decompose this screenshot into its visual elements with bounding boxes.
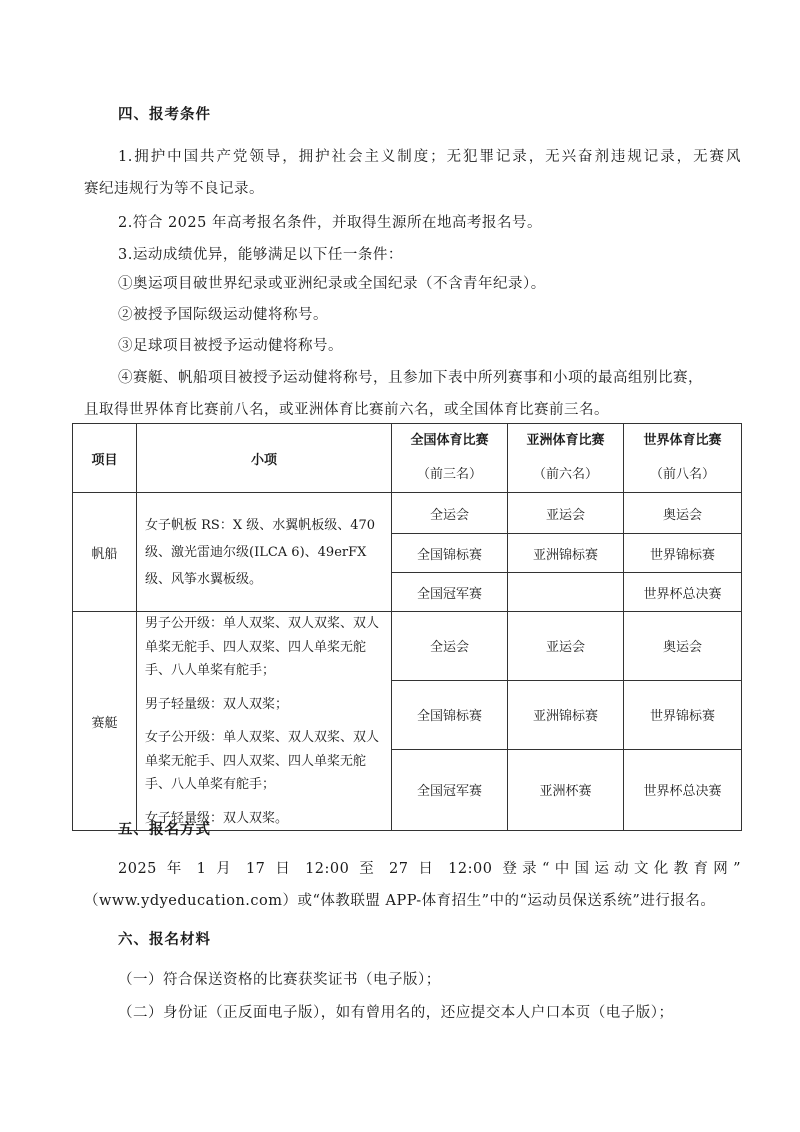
table-cell: 世界杯总决赛	[624, 749, 742, 830]
rowing-event-men-open: 男子公开级：单人双桨、双人双桨、双人单桨无舵手、四人双桨、四人单桨无舵手、八人单桨有舵手；	[145, 616, 380, 678]
table-cell: 全运会	[392, 493, 508, 534]
header-world: 世界体育比赛 （前八名）	[624, 424, 742, 493]
requirement-1-line1: 1.拥护中国共产党领导，拥护社会主义制度；无犯罪记录，无兴奋剂违规记录，无赛风	[118, 149, 741, 165]
rowing-event-women-light: 女子轻量级：双人双桨。	[145, 810, 289, 826]
table-row	[73, 612, 742, 681]
material-item-2: （二）身份证（正反面电子版），如有曾用名的，还应提交本人户口本页（电子版）；	[118, 1005, 674, 1021]
header-asia: 亚洲体育比赛 （前六名）	[508, 424, 624, 493]
table-cell: 奥运会	[624, 612, 742, 681]
table-cell: 亚运会	[508, 612, 624, 681]
rowing-event-men-light: 男子轻量级：双人双桨；	[145, 696, 289, 712]
sailing-events-cell: 女子帆板 RS：X 级、水翼帆板级、470 级、激光雷迪尔级(ILCA 6)、49erFX 级、风筝水翼板级。	[137, 493, 392, 612]
competition-table	[72, 423, 742, 831]
rowing-project-cell: 赛艇	[73, 612, 137, 831]
table-cell: 全运会	[392, 612, 508, 681]
section-heading-requirements: 四、报考条件	[118, 107, 211, 123]
table-cell: 世界杯总决赛	[624, 573, 742, 612]
table-cell: 全国冠军赛	[392, 573, 508, 612]
table-cell: 亚运会	[508, 493, 624, 534]
table-cell: 亚洲锦标赛	[508, 534, 624, 573]
requirement-3: 3.运动成绩优异，能够满足以下任一条件：	[118, 247, 403, 263]
registration-line1: 2025 年 1 月 17 日 12:00 至 27 日 12:00 登录“中国运动文化教育网”	[118, 861, 741, 877]
table-cell: 亚洲锦标赛	[508, 680, 624, 749]
condition-2: ②被授予国际级运动健将称号。	[118, 307, 328, 323]
table-cell	[508, 573, 624, 612]
table-row	[73, 493, 742, 534]
rowing-events-cell	[137, 612, 392, 831]
table-cell: 奥运会	[624, 493, 742, 534]
table-cell: 全国锦标赛	[392, 534, 508, 573]
condition-3: ③足球项目被授予运动健将称号。	[118, 338, 343, 354]
section-heading-materials: 六、报名材料	[118, 932, 211, 948]
table-cell: 全国冠军赛	[392, 749, 508, 830]
registration-line2: （www.ydyeducation.com）或“体教联盟 APP-体育招生”中的“运动员保送系统”进行报名。	[84, 893, 716, 909]
table-cell: 世界锦标赛	[624, 534, 742, 573]
condition-4-line2: 且取得世界体育比赛前八名，或亚洲体育比赛前六名，或全国体育比赛前三名。	[84, 402, 609, 418]
sailing-project-cell: 帆船	[73, 493, 137, 612]
table-cell: 亚洲杯赛	[508, 749, 624, 830]
material-item-1: （一）符合保送资格的比赛获奖证书（电子版）；	[118, 972, 441, 988]
section-heading-registration: 五、报名方式	[118, 822, 211, 838]
table-cell: 全国锦标赛	[392, 680, 508, 749]
condition-4-line1: ④赛艇、帆船项目被授予运动健将称号，且参加下表中所列赛事和小项的最高组别比赛，	[118, 370, 703, 386]
rowing-event-women-open: 女子公开级：单人双桨、双人双桨、双人单桨无舵手、四人双桨、四人单桨无舵手、八人单桨有舵手；	[145, 730, 380, 792]
requirement-2: 2.符合 2025 年高考报名条件，并取得生源所在地高考报名号。	[118, 215, 542, 231]
header-project: 项目	[73, 424, 137, 493]
table-cell: 世界锦标赛	[624, 680, 742, 749]
condition-1: ①奥运项目破世界纪录或亚洲纪录或全国纪录（不含青年纪录）。	[118, 276, 546, 292]
header-national: 全国体育比赛 （前三名）	[392, 424, 508, 493]
table-header-row	[73, 424, 742, 493]
header-event: 小项	[137, 424, 392, 493]
requirement-1-line2: 赛纪违规行为等不良记录。	[84, 181, 264, 197]
